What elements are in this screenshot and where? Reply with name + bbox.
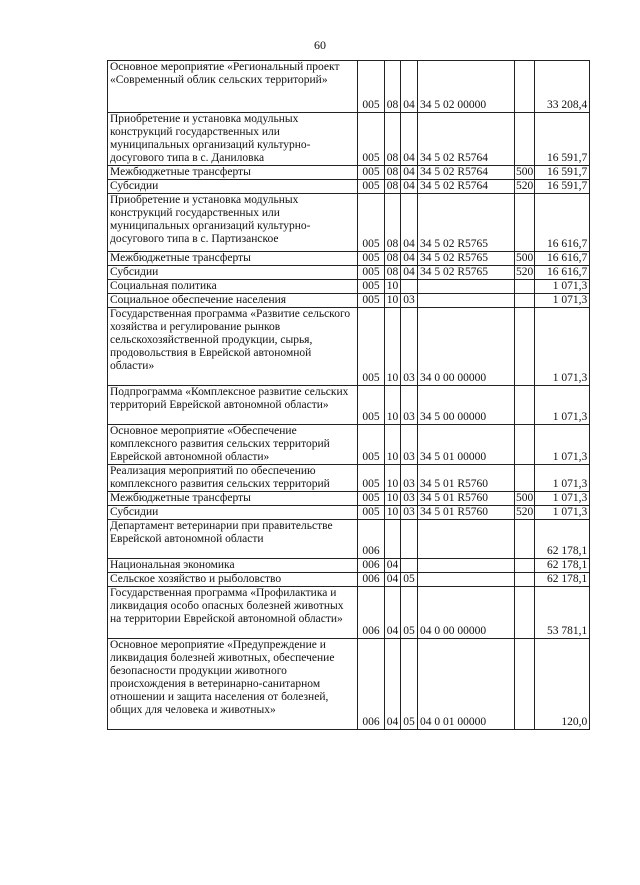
row-amount: 16 591,7 [535,180,590,194]
row-amount: 33 208,4 [535,61,590,113]
row-name: Подпрограмма «Комплексное развитие сельских территорий Еврейской автономной области» [108,386,358,425]
row-expense-type: 520 [516,506,534,518]
row-name: Сельское хозяйство и рыболовство [108,573,358,587]
row-section-code [385,520,401,559]
row-section-code: 04 [385,573,401,587]
table-row [108,266,590,280]
row-subsection-code: 03 [401,492,418,506]
row-subsection-code: 03 [401,386,418,425]
table-row [108,252,590,266]
row-target-article: 34 5 02 R5765 [418,194,515,252]
table-row [108,639,590,730]
row-amount: 16 616,7 [535,266,590,280]
row-name: Государственная программа «Профилактика и ликвидация особо опасных болезней животных на территории Еврейской автономной области» [108,587,358,639]
table-row [108,465,590,492]
row-expense-type: 500 [516,492,534,504]
row-name: Субсидии [108,266,358,280]
row-target-article: 04 0 00 00000 [418,587,515,639]
row-admin-code: 005 [358,113,385,166]
row-target-article: 34 5 02 R5765 [418,252,515,266]
row-admin-code: 005 [358,386,385,425]
row-admin-code: 005 [358,506,385,520]
row-section-code: 04 [385,587,401,639]
row-expense-type: 520 [516,266,534,278]
row-section-code: 08 [385,61,401,113]
row-admin-code: 005 [358,465,385,492]
row-amount: 62 178,1 [535,573,590,587]
row-expense-type [515,194,535,252]
row-section-code: 10 [385,280,401,294]
row-amount: 53 781,1 [535,587,590,639]
row-admin-code: 005 [358,61,385,113]
row-name: Социальное обеспечение населения [108,294,358,308]
row-section-code: 08 [385,252,401,266]
row-target-article: 34 5 01 R5760 [418,506,515,520]
row-name: Приобретение и установка модульных конструкций государственных или муниципальных организаций культурно-досугового типа в с. Партизанское [108,194,358,252]
row-admin-code: 005 [358,180,385,194]
row-expense-type [515,587,535,639]
table-row [108,61,590,113]
row-section-code: 10 [385,506,401,520]
budget-table [107,60,590,730]
row-target-article [418,573,515,587]
table-row [108,425,590,465]
page-number: 60 [314,38,326,52]
row-section-code: 08 [385,180,401,194]
row-section-code: 10 [385,386,401,425]
row-subsection-code: 04 [401,180,418,194]
table-row [108,280,590,294]
table-row [108,166,590,180]
row-section-code: 08 [385,266,401,280]
row-name: Приобретение и установка модульных конструкций государственных или муниципальных организаций культурно-досугового типа в с. Даниловка [108,113,358,166]
row-expense-type [515,61,535,113]
row-expense-type: 500 [516,252,534,264]
row-admin-code: 005 [358,266,385,280]
row-amount: 1 071,3 [535,386,590,425]
row-section-code: 10 [385,465,401,492]
table-row [108,587,590,639]
row-amount: 16 616,7 [535,252,590,266]
row-amount: 1 071,3 [535,425,590,465]
row-section-code: 10 [385,308,401,386]
budget-table-body [108,61,590,730]
table-row [108,194,590,252]
row-amount: 1 071,3 [535,492,590,506]
table-row [108,520,590,559]
row-expense-type: 500 [516,166,534,178]
row-admin-code: 006 [358,639,385,730]
row-admin-code: 006 [358,573,385,587]
row-expense-type: 520 [516,180,534,192]
row-subsection-code [401,520,418,559]
row-name: Основное мероприятие «Предупреждение и ликвидация болезней животных, обеспечение безопасности продукции животного происхождения в ветеринарно-санитарном отношении и защита населения от болезней, общих для человека и животных» [108,639,358,730]
row-target-article: 34 5 01 R5760 [418,492,515,506]
row-amount: 1 071,3 [535,280,590,294]
row-name: Основное мероприятие «Обеспечение комплексного развития сельских территорий Еврейской автономной области» [108,425,358,465]
row-expense-type [515,639,535,730]
row-name: Субсидии [108,506,358,520]
row-subsection-code: 04 [401,252,418,266]
row-target-article: 34 5 02 R5765 [418,266,515,280]
row-amount: 1 071,3 [535,294,590,308]
row-section-code: 10 [385,294,401,308]
row-name: Национальная экономика [108,559,358,573]
row-admin-code: 006 [358,520,385,559]
row-subsection-code: 04 [401,194,418,252]
row-amount: 62 178,1 [535,559,590,573]
row-expense-type [515,465,535,492]
row-name: Реализация мероприятий по обеспечению комплексного развития сельских территорий [108,465,358,492]
row-expense-type [515,280,535,294]
row-section-code: 04 [385,559,401,573]
row-name: Государственная программа «Развитие сельского хозяйства и регулирование рынков сельскохозяйственной продукции, сырья, продовольствия в Еврейской автономной области» [108,308,358,386]
row-subsection-code [401,559,418,573]
row-subsection-code: 03 [401,506,418,520]
table-row [108,559,590,573]
row-name: Субсидии [108,180,358,194]
row-admin-code: 005 [358,280,385,294]
row-subsection-code: 03 [401,425,418,465]
row-amount: 1 071,3 [535,308,590,386]
row-admin-code: 005 [358,166,385,180]
row-subsection-code: 05 [401,573,418,587]
row-expense-type [515,113,535,166]
row-expense-type [515,520,535,559]
row-expense-type [515,573,535,587]
row-subsection-code: 04 [401,113,418,166]
row-subsection-code: 03 [401,294,418,308]
row-target-article: 04 0 01 00000 [418,639,515,730]
row-target-article: 34 5 00 00000 [418,386,515,425]
row-name: Департамент ветеринарии при правительстве Еврейской автономной области [108,520,358,559]
row-target-article: 34 5 02 00000 [418,61,515,113]
table-row [108,113,590,166]
row-amount: 16 591,7 [535,166,590,180]
row-section-code: 04 [385,639,401,730]
row-admin-code: 005 [358,194,385,252]
row-target-article: 34 5 02 R5764 [418,180,515,194]
row-expense-type [515,386,535,425]
row-target-article: 34 5 02 R5764 [418,113,515,166]
row-expense-type [515,294,535,308]
table-row [108,180,590,194]
row-target-article: 34 5 01 R5760 [418,465,515,492]
row-target-article [418,520,515,559]
row-admin-code: 005 [358,492,385,506]
row-admin-code: 005 [358,425,385,465]
row-section-code: 08 [385,194,401,252]
row-subsection-code: 05 [401,639,418,730]
row-expense-type [515,559,535,573]
row-target-article: 34 5 02 R5764 [418,166,515,180]
row-admin-code: 006 [358,559,385,573]
row-subsection-code: 04 [401,266,418,280]
row-subsection-code: 04 [401,166,418,180]
row-admin-code: 005 [358,294,385,308]
row-section-code: 08 [385,166,401,180]
row-expense-type [515,425,535,465]
row-target-article [418,294,515,308]
row-name: Межбюджетные трансферты [108,166,358,180]
row-amount: 16 591,7 [535,113,590,166]
table-row [108,573,590,587]
row-admin-code: 005 [358,252,385,266]
table-row [108,294,590,308]
table-row [108,492,590,506]
table-row [108,506,590,520]
row-admin-code: 005 [358,308,385,386]
row-amount: 1 071,3 [535,465,590,492]
row-target-article [418,280,515,294]
row-name: Социальная политика [108,280,358,294]
row-amount: 62 178,1 [535,520,590,559]
row-target-article [418,559,515,573]
row-section-code: 10 [385,492,401,506]
row-target-article: 34 0 00 00000 [418,308,515,386]
row-subsection-code: 03 [401,465,418,492]
row-amount: 120,0 [535,639,590,730]
row-expense-type [515,308,535,386]
row-name: Основное мероприятие «Региональный проект «Современный облик сельских территорий» [108,61,358,113]
row-section-code: 10 [385,425,401,465]
row-target-article: 34 5 01 00000 [418,425,515,465]
row-admin-code: 006 [358,587,385,639]
row-subsection-code [401,280,418,294]
row-subsection-code: 04 [401,61,418,113]
table-row [108,386,590,425]
row-name: Межбюджетные трансферты [108,252,358,266]
row-amount: 16 616,7 [535,194,590,252]
row-subsection-code: 05 [401,587,418,639]
table-row [108,308,590,386]
row-section-code: 08 [385,113,401,166]
row-amount: 1 071,3 [535,506,590,520]
row-subsection-code: 03 [401,308,418,386]
row-name: Межбюджетные трансферты [108,492,358,506]
